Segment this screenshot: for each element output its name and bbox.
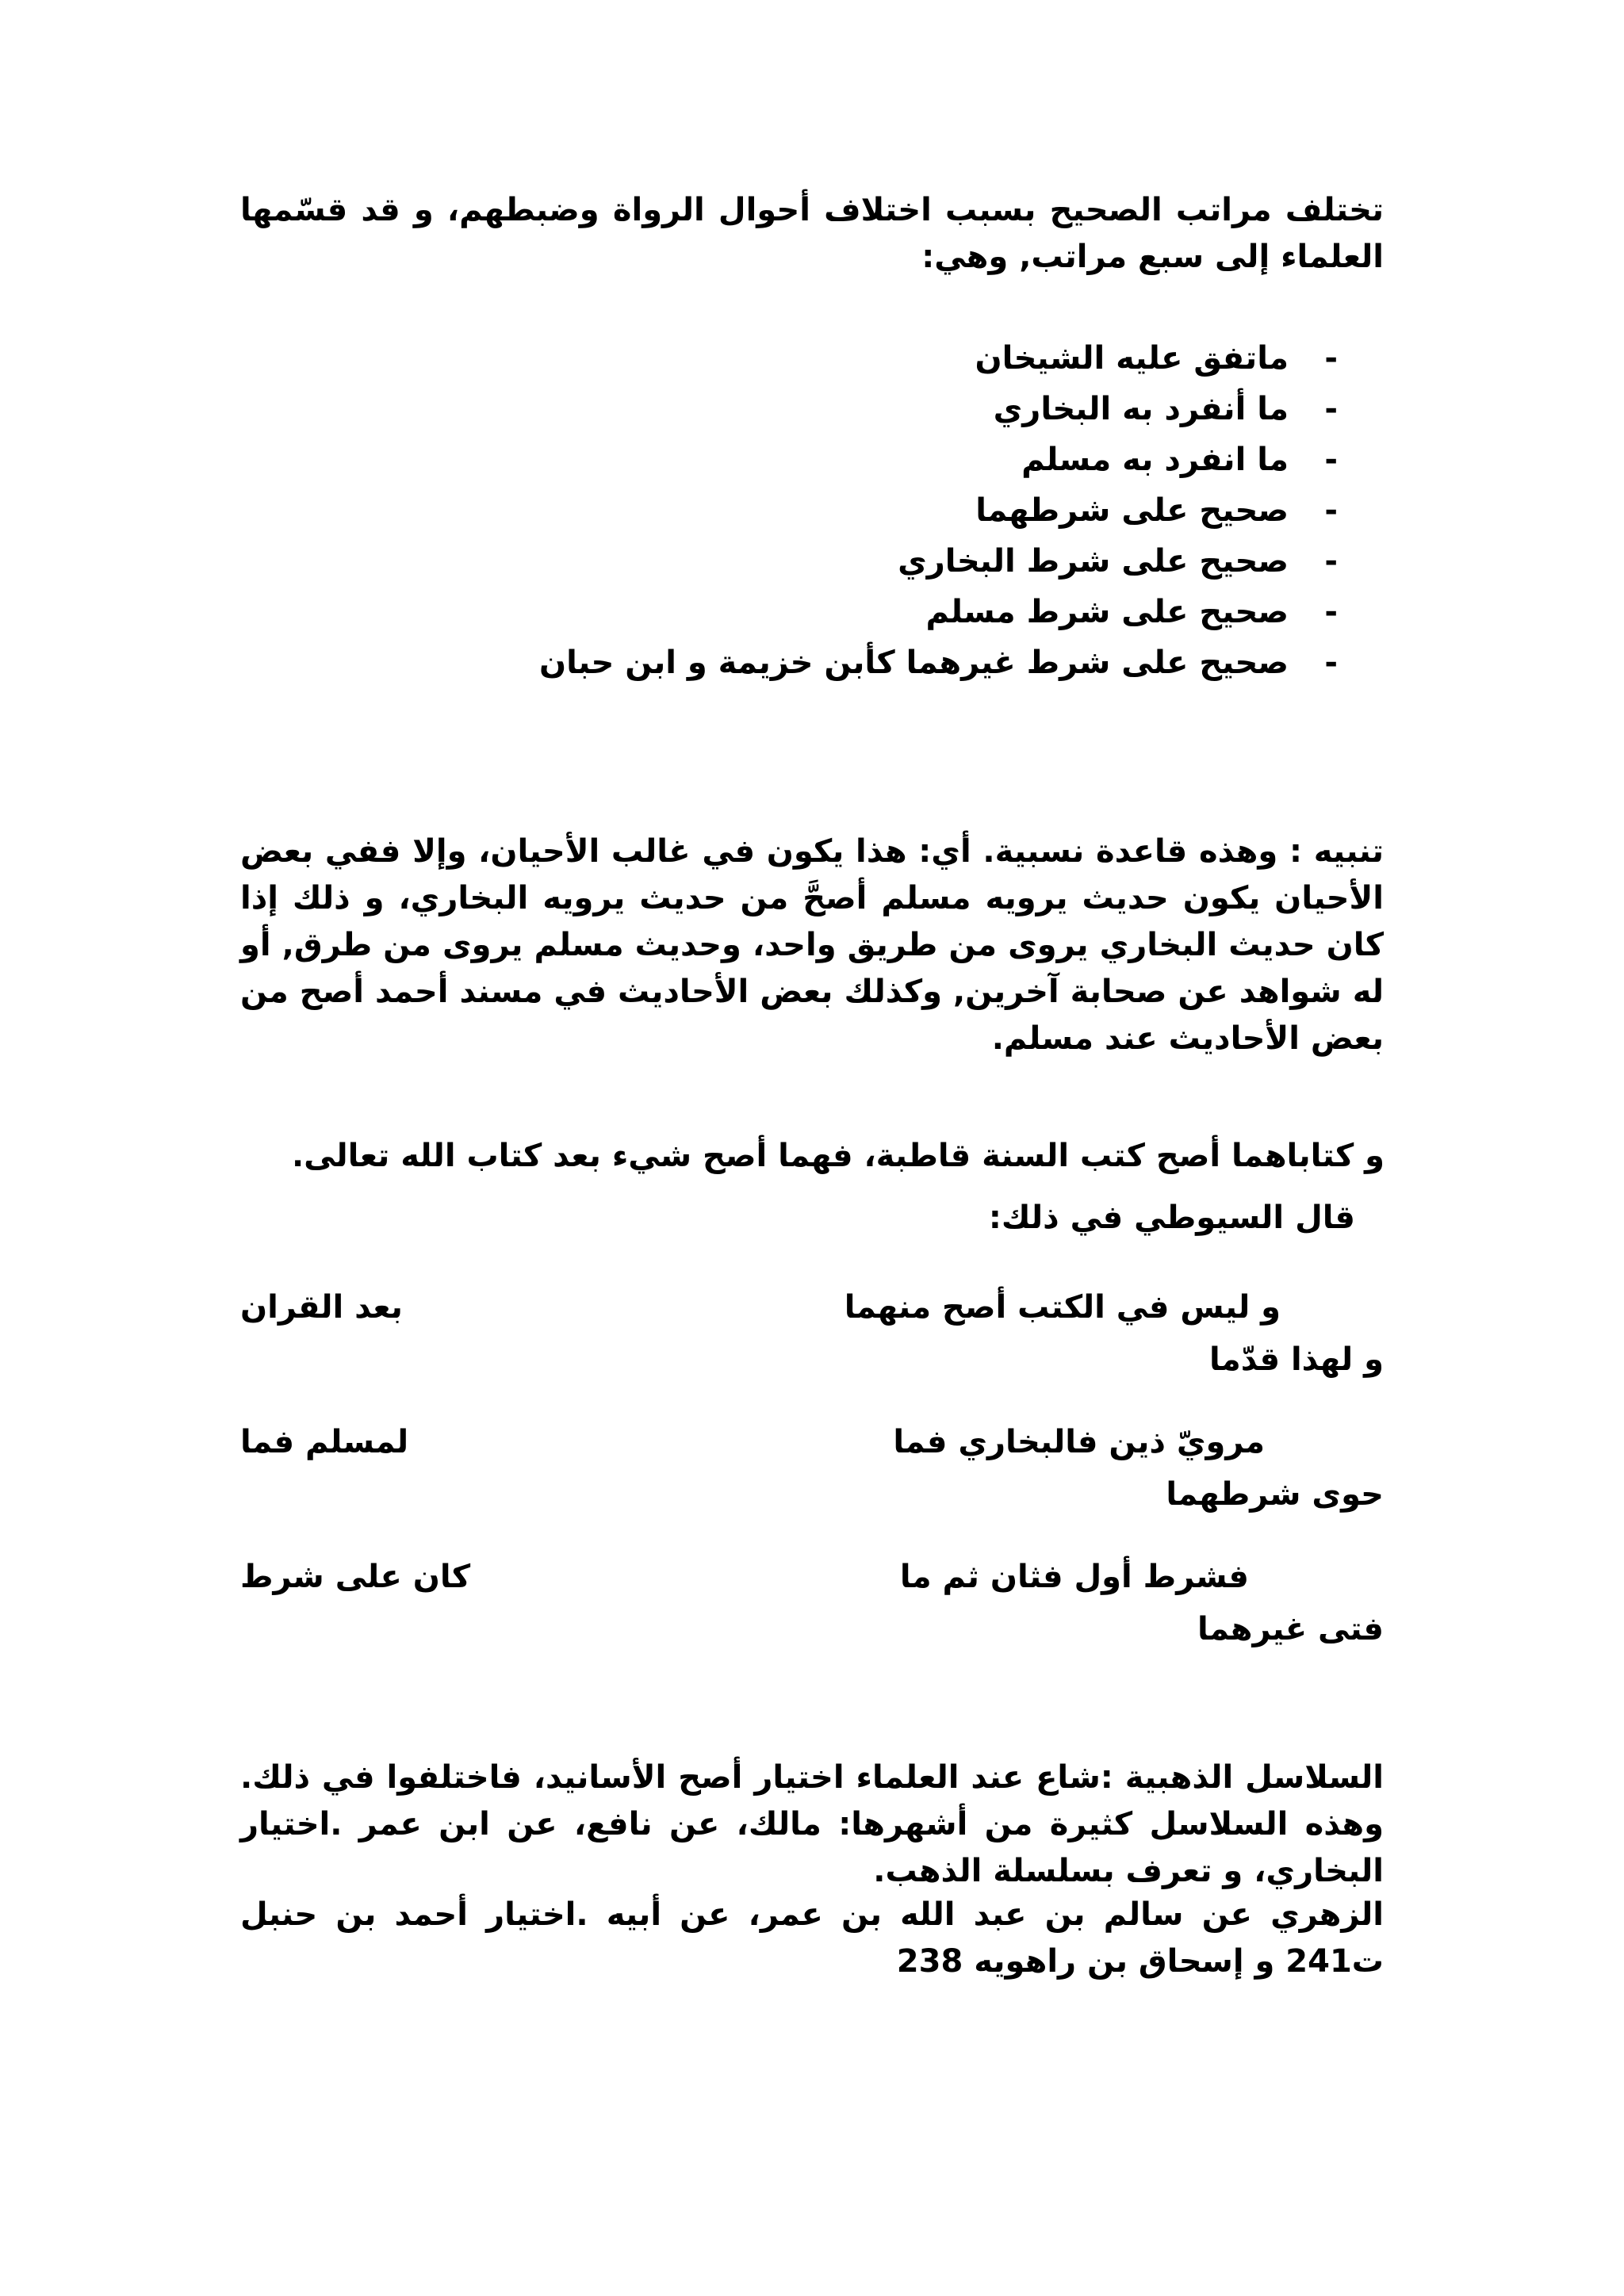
list-dash: -	[1324, 442, 1338, 478]
verse-second-half: كان على شرط	[240, 1559, 471, 1595]
list-item	[240, 384, 1384, 434]
ranks-list	[240, 333, 1384, 688]
verse-continuation: حوى شرطهما	[1166, 1476, 1384, 1513]
list-item	[240, 434, 1384, 485]
verse-first-half: مرويّ ذين فالبخاري فما	[893, 1424, 1265, 1460]
list-item	[240, 536, 1384, 587]
list-item-text: ما أنفرد به البخاري	[993, 391, 1289, 427]
list-dash: -	[1324, 645, 1338, 681]
chains-paragraph: السلاسل الذهبية :شاع عند العلماء اختيار أصح الأسانيد، فاختلفوا في ذلك. وهذه السلاسل كثيرة من أشهرها: مالك، عن نافع، عن ابن عمر .اختيار البخاري، و تعرف بسلسلة الذهب.	[240, 1759, 1384, 1889]
verse-first-half: و ليس في الكتب أصح منهما	[844, 1289, 1281, 1326]
list-item	[240, 587, 1384, 637]
list-item-text: صحيح على شرطهما	[975, 492, 1289, 529]
verse-continuation: فتى غيرهما	[1197, 1611, 1384, 1647]
list-dash: -	[1324, 391, 1338, 427]
intro-paragraph: تختلف مراتب الصحيح بسبب اختلاف أحوال الرواة وضبطهم، و قد قسّمها العلماء إلى سبع مراتب, وهي:	[240, 192, 1384, 275]
list-dash: -	[1324, 492, 1338, 529]
list-item-text: صحيح على شرط مسلم	[925, 594, 1289, 630]
verse-second-half: لمسلم فما	[240, 1424, 409, 1460]
note-paragraph: تنبيه : وهذه قاعدة نسبية. أي: هذا يكون في غالب الأحيان، وإلا ففي بعض الأحيان يكون حديث يرويه مسلم أصحَّ من حديث يرويه البخاري، و ذلك إذا كان حديث البخاري يروى من طريق واحد، وحديث مسلم يروى من طرق, أو له شواهد عن صحابة آخرين, وكذلك بعض الأحاديث في مسند أحمد أصح من بعض الأحاديث عند مسلم.	[240, 833, 1384, 1057]
poem-verse	[240, 1554, 1384, 1657]
poem-verse	[240, 1284, 1384, 1387]
list-item-text: ما انفرد به مسلم	[1021, 442, 1289, 478]
list-item-text: ماتفق عليه الشيخان	[975, 340, 1289, 377]
suyuti-heading: قال السيوطي في ذلك:	[988, 1200, 1355, 1236]
list-item-text: صحيح على شرط البخاري	[898, 543, 1289, 580]
list-item	[240, 333, 1384, 384]
list-dash: -	[1324, 543, 1338, 580]
list-dash: -	[1324, 340, 1338, 377]
verse-continuation: و لهذا قدّما	[1208, 1341, 1384, 1378]
verse-second-half: بعد القران	[240, 1289, 403, 1326]
poem-verse	[240, 1419, 1384, 1522]
list-item	[240, 485, 1384, 536]
verse-first-half: فشرط أول فثان ثم ما	[899, 1559, 1249, 1595]
list-dash: -	[1324, 594, 1338, 630]
books-paragraph: و كتاباهما أصح كتب السنة قاطبة، فهما أصح شيء بعد كتاب الله تعالى.	[291, 1138, 1385, 1174]
list-item-text: صحيح على شرط غيرهما كأبن خزيمة و ابن حبان	[538, 645, 1289, 681]
zuhri-paragraph: الزهري عن سالم بن عبد الله بن عمر، عن أبيه .اختيار أحمد بن حنبل ت241 و إسحاق بن راهويه 238	[240, 1896, 1384, 1980]
list-item	[240, 637, 1384, 688]
